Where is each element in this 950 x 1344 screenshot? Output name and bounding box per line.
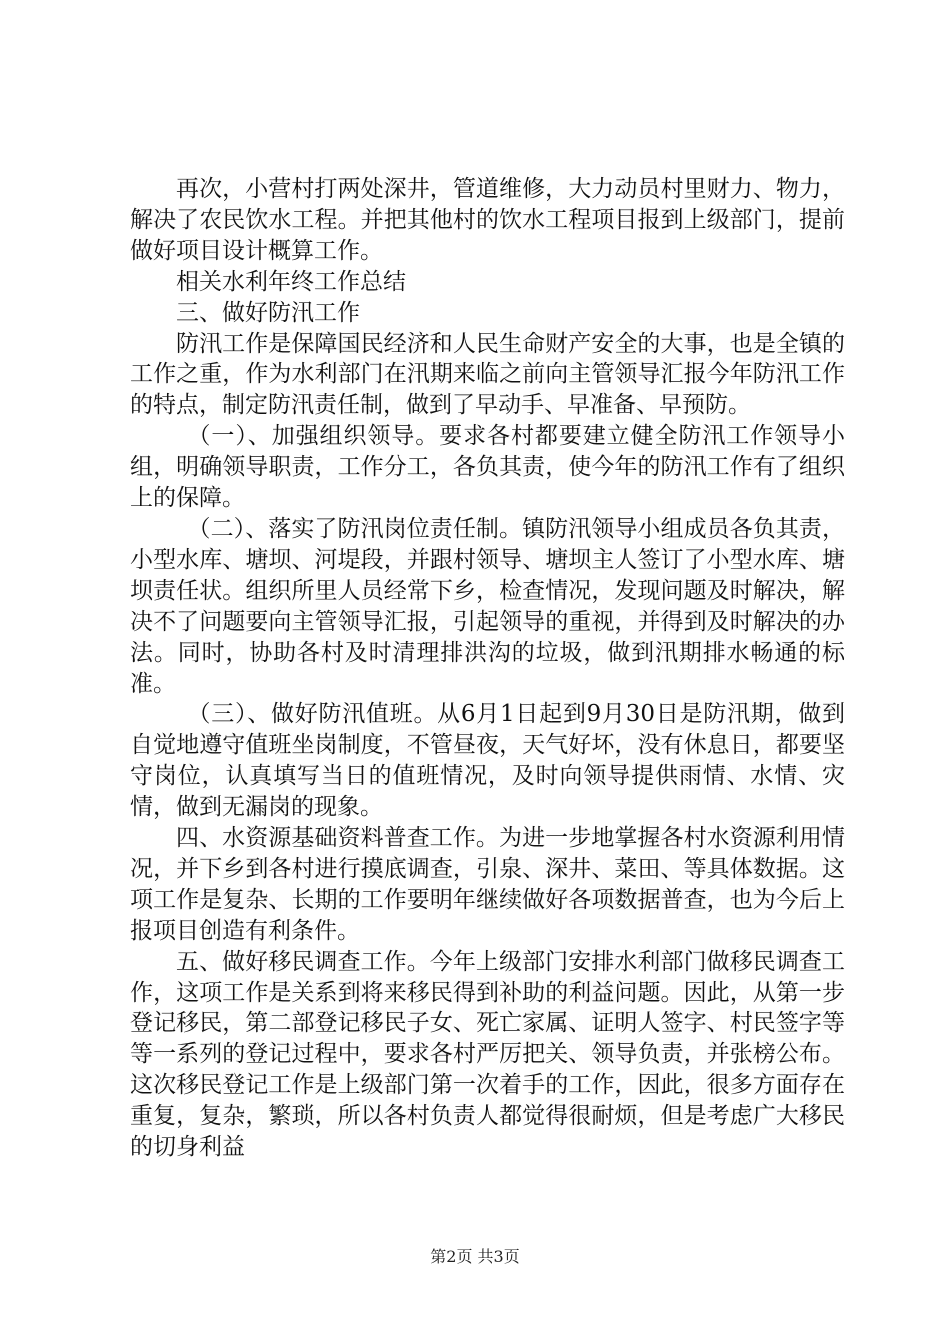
paragraph-water-project: 再次，小营村打两处深井，管道维修，大力动员村里财力、物力，解决了农民饮水工程。并把其他村的饮水工程项目报到上级部门，提前做好项目设计概算工作。 xyxy=(130,176,845,264)
paragraph-flood-control-intro: 防汛工作是保障国民经济和人民生命财产安全的大事，也是全镇的工作之重，作为水利部门在汛期来临之前向主管领导汇报今年防汛工作的特点，制定防汛责任制，做到了早动手、早准备、早预防。 xyxy=(130,330,845,419)
paragraph-section-5-migrant-survey: 五、做好移民调查工作。今年上级部门安排水利部门做移民调查工作，这项工作是关系到将来移民得到补助的利益问题。因此，从第一步登记移民，第二部登记移民子女、死亡家属、证明人签字、村民签字等等一系列的登记过程中，要求各村严厉把关、领导负责，并张榜公布。这次移民登记工作是上级部门第一次着手的工作，因此，很多方面存在重复，复杂，繁琐，所以各村负责人都觉得很耐烦，但是考虑广大移民的切身利益 xyxy=(130,948,845,1161)
page-footer: 第2页 共3页 xyxy=(430,1247,520,1266)
paragraph-item-2-responsibility: （二）、落实了防汛岗位责任制。镇防汛领导小组成员各负其责，小型水库、塘坝、河堤段，并跟村领导、塘坝主人签订了小型水库、塘坝责任状。组织所里人员经常下乡，检查情况，发现问题及时解决，解决不了问题要向主管领导汇报，引起领导的重视，并得到及时解决的办法。同时，协助各村及时清理排洪沟的垃圾，做到汛期排水畅通的标准。 xyxy=(130,515,845,697)
paragraph-related-summary: 相关水利年终工作总结 xyxy=(176,268,406,295)
document-body xyxy=(130,174,845,1163)
paragraph-item-3-duty: （三）、做好防汛值班。从6月1日起到9月30日是防汛期，做到自觉地遵守值班坐岗制度，不管昼夜，天气好坏，没有休息日，都要坚守岗位，认真填写当日的值班情况，及时向领导提供雨情、水情、灾情，做到无漏岗的现象。 xyxy=(130,701,845,821)
paragraph-section-4-water-resources: 四、水资源基础资料普查工作。为进一步地掌握各村水资源利用情况，并下乡到各村进行摸底调查，引泉、深井、菜田、等具体数据。这项工作是复杂、长期的工作要明年继续做好各项数据普查，也为今后上报项目创造有利条件。 xyxy=(130,825,845,944)
section-heading-flood-control: 三、做好防汛工作 xyxy=(176,299,360,326)
paragraph-item-1-leadership: （一）、加强组织领导。要求各村都要建立健全防汛工作领导小组，明确领导职责，工作分工，各负其责，使今年的防汛工作有了组织上的保障。 xyxy=(130,423,845,512)
